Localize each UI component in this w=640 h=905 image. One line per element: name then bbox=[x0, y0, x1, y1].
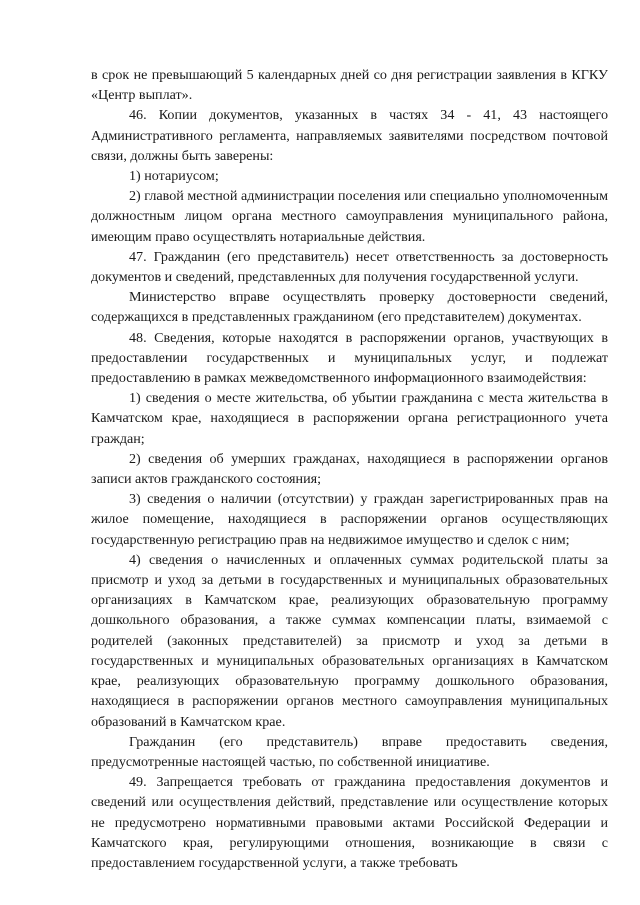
paragraph-48-item-4: 4) сведения о начисленных и оплаченных суммах родительской платы за присмотр и уход за детьми в государственных и муниципальных образовательных организациях в Камчатском крае, реализующих образовательную программу дошкольного образования, а также суммах компенсации платы, взимаемой с родителей (законных представителей) за присмотр и уход за детьми в государственных и муниципальных образовательных организациях в Камчатском крае, реализующих образовательную программу дошкольного образования, находящиеся в распоряжении органов местного самоуправления муниципальных образований в Камчатском крае. bbox=[91, 551, 608, 730]
paragraph-46-item-2: 2) главой местной администрации поселения или специально уполномоченным должностным лицом органа местного самоуправления муниципального района, имеющим право осуществлять нотариальные действия. bbox=[91, 188, 608, 245]
paragraph-continuation: в срок не превышающий 5 календарных дней со дня регистрации заявления в КГКУ «Центр выплат». bbox=[91, 67, 608, 104]
paragraph-48-item-2: 2) сведения об умерших гражданах, находящиеся в распоряжении органов записи актов гражданского состояния; bbox=[91, 450, 608, 488]
paragraph-48: 48. Сведения, которые находятся в распоряжении органов, участвующих в предоставлении государственных и муниципальных услуг, и подлежат предоставлению в рамках межведомственного информационного взаимодействия: bbox=[91, 329, 608, 387]
paragraph-46: 46. Копии документов, указанных в частях 34 - 41, 43 настоящего Административного регламента, направляемых заявителями посредством почтовой связи, должны быть заверены: bbox=[91, 107, 608, 164]
paragraph-48-initiative: Гражданин (его представитель) вправе предоставить сведения, предусмотренные настоящей частью, по собственной инициативе. bbox=[91, 733, 608, 770]
paragraph-46-item-1: 1) нотариусом; bbox=[129, 168, 219, 185]
document-body bbox=[91, 65, 608, 873]
paragraph-49: 49. Запрещается требовать от гражданина предоставления документов и сведений или осуществления действий, представление или осуществление которых не предусмотрено нормативными правовыми актами Российской Федерации и Камчатского края, регулирующими отношения, возникающие в связи с предоставлением государственной услуги, а также требовать bbox=[91, 774, 608, 871]
paragraph-47-ministry: Министерство вправе осуществлять проверку достоверности сведений, содержащихся в представленных гражданином (его представителем) документах. bbox=[91, 289, 608, 326]
paragraph-48-item-3: 3) сведения о наличии (отсутствии) у граждан зарегистрированных прав на жилое помещение, находящиеся в распоряжении органов осуществляющих государственную регистрацию прав на недвижимое имущество и сделок с ним; bbox=[91, 491, 608, 548]
paragraph-47: 47. Гражданин (его представитель) несет ответственность за достоверность документов и сведений, представленных для получения государственной услуги. bbox=[91, 248, 608, 286]
paragraph-48-item-1: 1) сведения о месте жительства, об убытии гражданина с места жительства в Камчатском крае, находящиеся в распоряжении органа регистрационного учета граждан; bbox=[91, 390, 608, 447]
